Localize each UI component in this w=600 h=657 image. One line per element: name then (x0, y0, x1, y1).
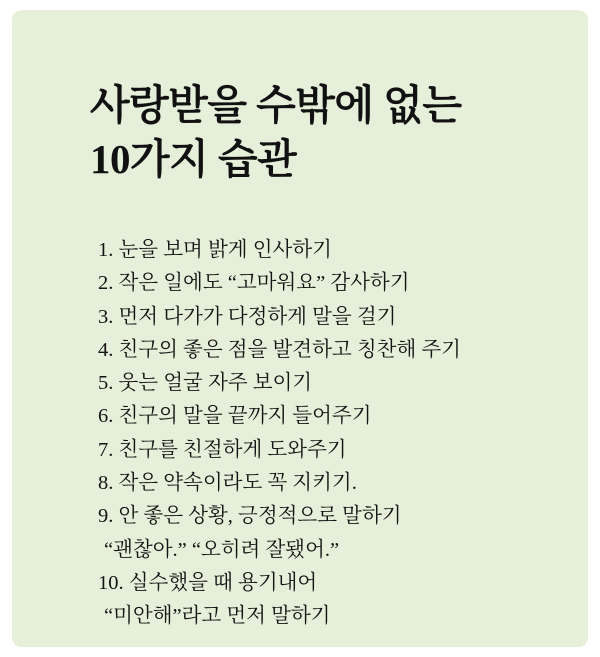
list-item: 5. 웃는 얼굴 자주 보이기 (98, 372, 313, 395)
habit-list (98, 234, 548, 634)
list-item: 2. 작은 일에도 “고마워요” 감사하기 (98, 272, 410, 295)
list-item-quote: “미안해”라고 먼저 말하기 (104, 605, 331, 628)
list-item: 4. 친구의 좋은 점을 발견하고 칭찬해 주기 (98, 338, 461, 361)
list-item-quote: “괜찮아.” “오히려 잘됐어.” (104, 538, 340, 561)
list-item: 10. 실수했을 때 용기내어 (98, 571, 318, 594)
title-line-2: 10가지 습관 (90, 136, 297, 182)
list-item: 7. 친구를 친절하게 도와주기 (98, 438, 347, 461)
page-title (90, 78, 530, 186)
list-item: 8. 작은 약속이라도 꼭 지키기. (98, 472, 357, 495)
title-line-1: 사랑받을 수밖에 없는 (90, 82, 462, 128)
list-item: 1. 눈을 보며 밝게 인사하기 (98, 239, 332, 261)
list-item: 9. 안 좋은 상황, 긍정적으로 말하기 (98, 505, 402, 528)
list-item: 3. 먼저 다가가 다정하게 말을 걸기 (98, 305, 397, 328)
poster-card (12, 10, 588, 647)
list-item: 6. 친구의 말을 끝까지 들어주기 (98, 405, 372, 428)
